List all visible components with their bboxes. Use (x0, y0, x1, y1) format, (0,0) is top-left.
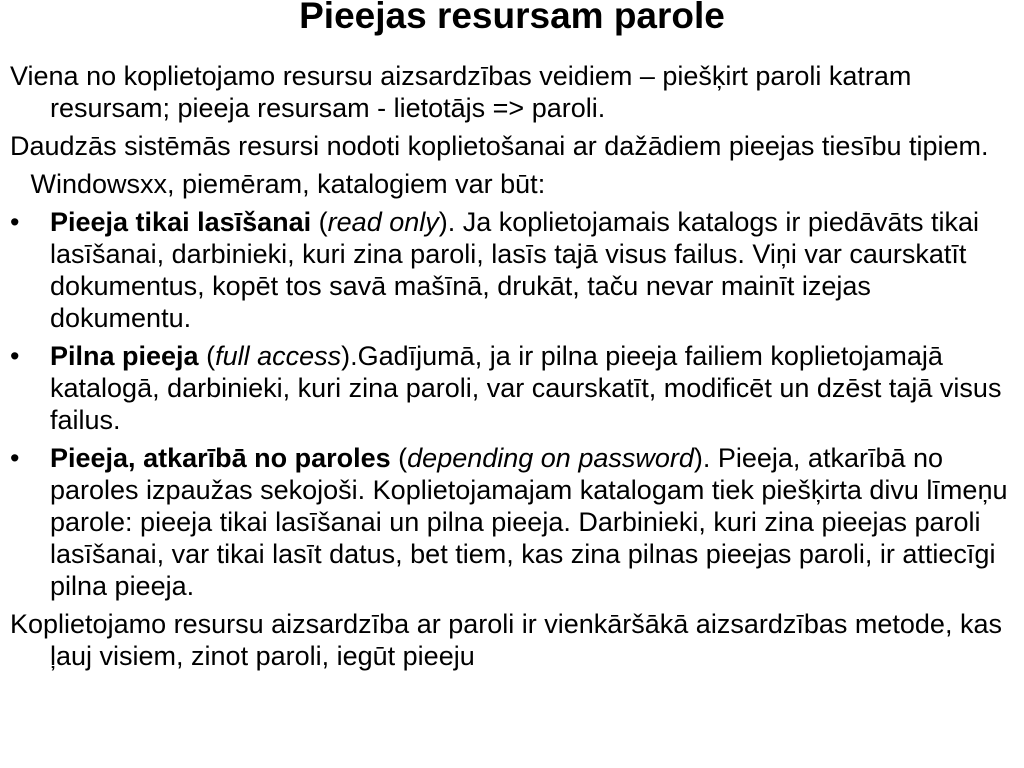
bullet-marker: • (10, 443, 20, 473)
bullet-text: ).Gadījumā, ja ir pilna pieeja failiem koplietojamajā katalogā, darbinieki, kuri zina paroli, var caurskatīt, modificēt un dzēst tajā visus failus. (50, 341, 1002, 435)
slide-title: Pieejas resursam parole (299, 0, 725, 36)
bullet-paren: ( (390, 443, 408, 473)
paragraph-windows-example: Windowsxx, piemēram, katalogiem var būt: (23, 169, 546, 199)
paragraph-simplest-method: Koplietojamo resursu aizsardzība ar paroli ir vienkāršākā aizsardzības metode, kas ļauj visiem, zinot paroli, iegūt pieeju (10, 609, 1002, 671)
paragraph-access-types: Daudzās sistēmās resursi nodoti koplietošanai ar dažādiem pieejas tiesību tipiem. (10, 131, 989, 161)
bullet-paren: ( (311, 207, 328, 237)
bullet-english-term: depending on password (407, 443, 694, 473)
paragraph-password-per-resource: Viena no koplietojamo resursu aizsardzības veidiem – piešķirt paroli katram resursam; pieeja resursam - lietotājs => paroli. (10, 61, 912, 123)
bullet-marker: • (10, 207, 20, 237)
bullet-term: Pieeja tikai lasīšanai (50, 207, 312, 237)
bullet-depending-on-password (10, 442, 1010, 602)
bullet-paren: ( (198, 341, 216, 371)
bullet-text: ). Ja koplietojamais katalogs ir piedāvāts tikai lasīšanai, darbinieki, kuri zina paroli, lasīs tajā visus failus. Viņi var caurskatīt dokumentus, kopēt tos savā mašīnā, drukāt, taču nevar mainīt izejas dokumentu. (50, 207, 980, 333)
bullet-read-only (10, 206, 1010, 334)
bullet-term: Pieeja, atkarībā no paroles (50, 443, 391, 473)
bullet-english-term: read only (327, 207, 439, 237)
bullet-text: ). Pieeja, atkarībā no paroles izpaužas sekojoši. Koplietojamajam katalogam tiek piešķirta divu līmeņu parole: pieeja tikai lasīšanai un pilna pieeja. Darbinieki, kuri zina pieejas paroli lasīšanai, var tikai lasīt datus, bet tiem, kas zina pilnas pieejas paroli, ir attiecīgi pilna pieeja. (50, 443, 1008, 601)
bullet-english-term: full access (215, 341, 342, 371)
slide-content (10, 60, 1010, 678)
bullet-term: Pilna pieeja (50, 341, 199, 371)
bullet-full-access (10, 340, 1010, 436)
bullet-marker: • (10, 341, 20, 371)
